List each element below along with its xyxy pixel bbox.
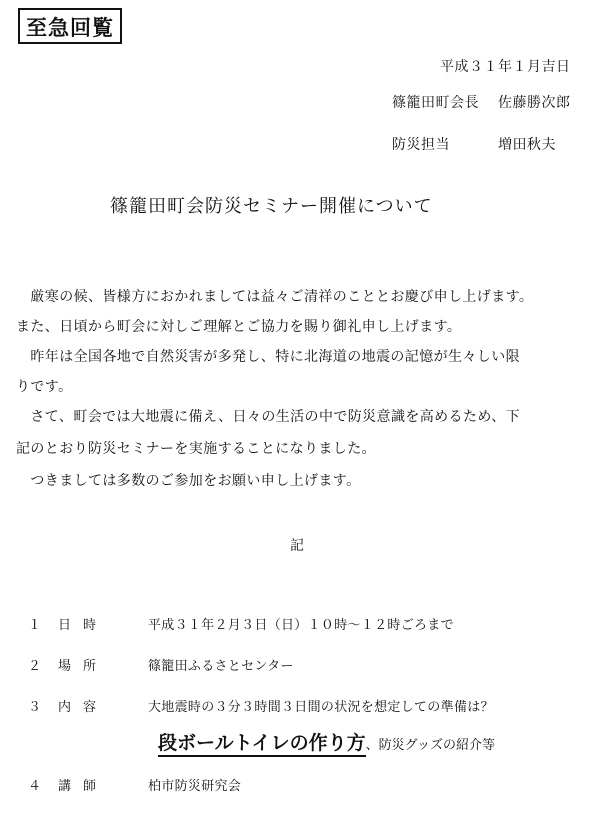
disaster-officer-name: 増田秋夫 xyxy=(498,137,556,153)
body-line: また、日頃から町会に対しご理解とご協力を賜り御礼申し上げます。 xyxy=(16,319,462,335)
body-line: 記のとおり防災セミナーを実施することになりました。 xyxy=(16,441,376,457)
issue-date: 平成３１年１月吉日 xyxy=(440,59,571,75)
body-line: 厳寒の候、皆様方におかれましては益々ご清祥のこととお慶び申し上げます。 xyxy=(16,289,534,305)
item-label: 講師 xyxy=(58,779,109,794)
item-value: 篠籠田ふるさとセンター xyxy=(148,659,294,674)
item-value: 柏市防災研究会 xyxy=(148,779,242,794)
body-line: りです。 xyxy=(16,379,73,395)
issuer-name: 佐藤勝次郎 xyxy=(498,95,571,111)
item-number: ３ xyxy=(28,700,42,715)
item-number: ４ xyxy=(28,779,42,794)
urgent-circular-stamp: 至急回覧 xyxy=(18,8,122,44)
item-number: ２ xyxy=(28,659,42,674)
emphasis-line xyxy=(158,728,495,755)
issuer-role: 篠籠田町会長 xyxy=(392,95,479,111)
item-number: １ xyxy=(28,618,42,633)
ki-heading: 記 xyxy=(290,538,304,554)
cardboard-toilet-emphasis: 段ボールトイレの作り方 xyxy=(158,732,366,757)
item-label: 日時 xyxy=(58,618,109,633)
body-line: つきましては多数のご参加をお願い申し上げます。 xyxy=(16,473,361,489)
document-title: 篠籠田町会防災セミナー開催について xyxy=(110,196,433,217)
emphasis-tail: 、防災グッズの紹介等 xyxy=(365,738,496,753)
item-label: 場所 xyxy=(58,659,109,674)
item-label: 内容 xyxy=(58,700,109,715)
item-value: 大地震時の３分３時間３日間の状況を想定しての準備は？ xyxy=(148,700,494,715)
item-value: 平成３１年２月３日（日）１０時〜１２時ごろまで xyxy=(148,618,454,633)
body-line: 昨年は全国各地で自然災害が多発し、特に北海道の地震の記憶が生々しい限 xyxy=(16,349,520,365)
disaster-officer-role: 防災担当 xyxy=(392,137,450,153)
body-line: さて、町会では大地震に備え、日々の生活の中で防災意識を高めるため、下 xyxy=(16,409,520,425)
